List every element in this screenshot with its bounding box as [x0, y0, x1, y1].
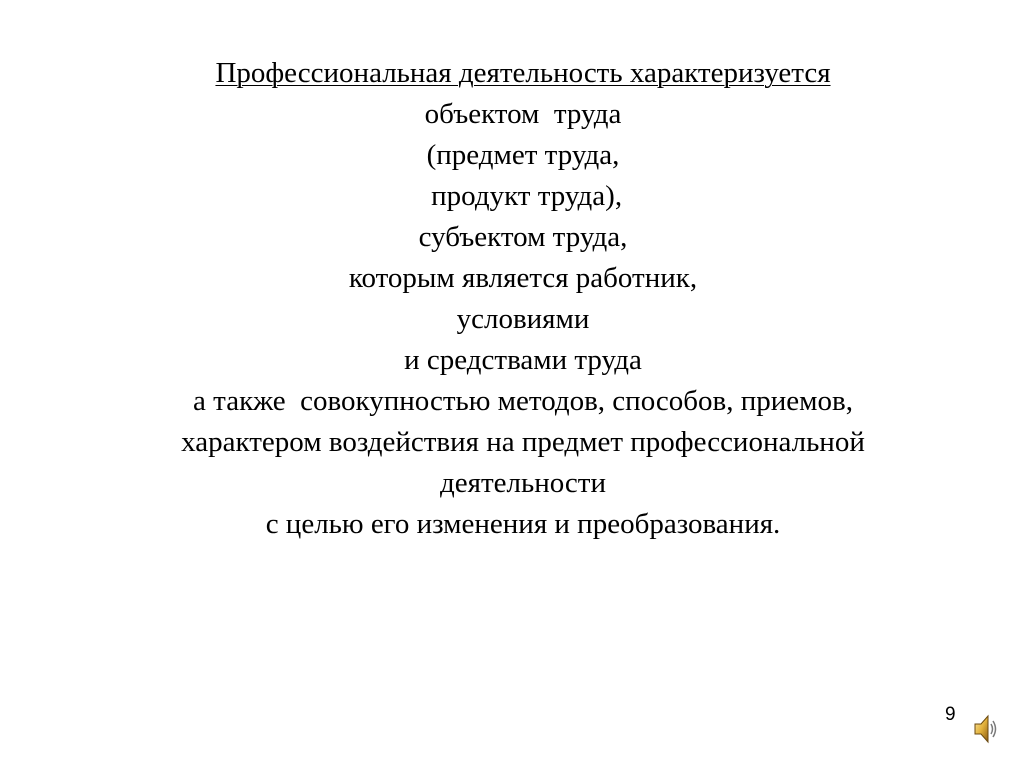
speaker-icon[interactable]	[973, 712, 999, 746]
slide-number: 9	[945, 704, 956, 725]
text-line-2: (предмет труда,	[426, 139, 620, 171]
text-line-10: деятельности	[439, 467, 606, 499]
text-line-5: которым является работник,	[348, 262, 698, 294]
slide-body	[0, 53, 1024, 545]
text-line-11: с целью его изменения и преобразования.	[265, 508, 781, 540]
text-line-8: а также совокупностью методов, способов, приемов,	[193, 385, 853, 417]
text-line-4: субъектом труда,	[418, 221, 628, 253]
text-line-1: объектом труда	[424, 98, 622, 130]
text-line-3: продукт труда),	[423, 180, 623, 212]
text-line-6: условиями	[456, 303, 590, 335]
text-line-7: и средствами труда	[404, 344, 642, 376]
slide-heading: Профессиональная деятельность характеризуется	[215, 57, 831, 89]
text-line-9: характером воздействия на предмет профессиональной	[181, 426, 865, 458]
